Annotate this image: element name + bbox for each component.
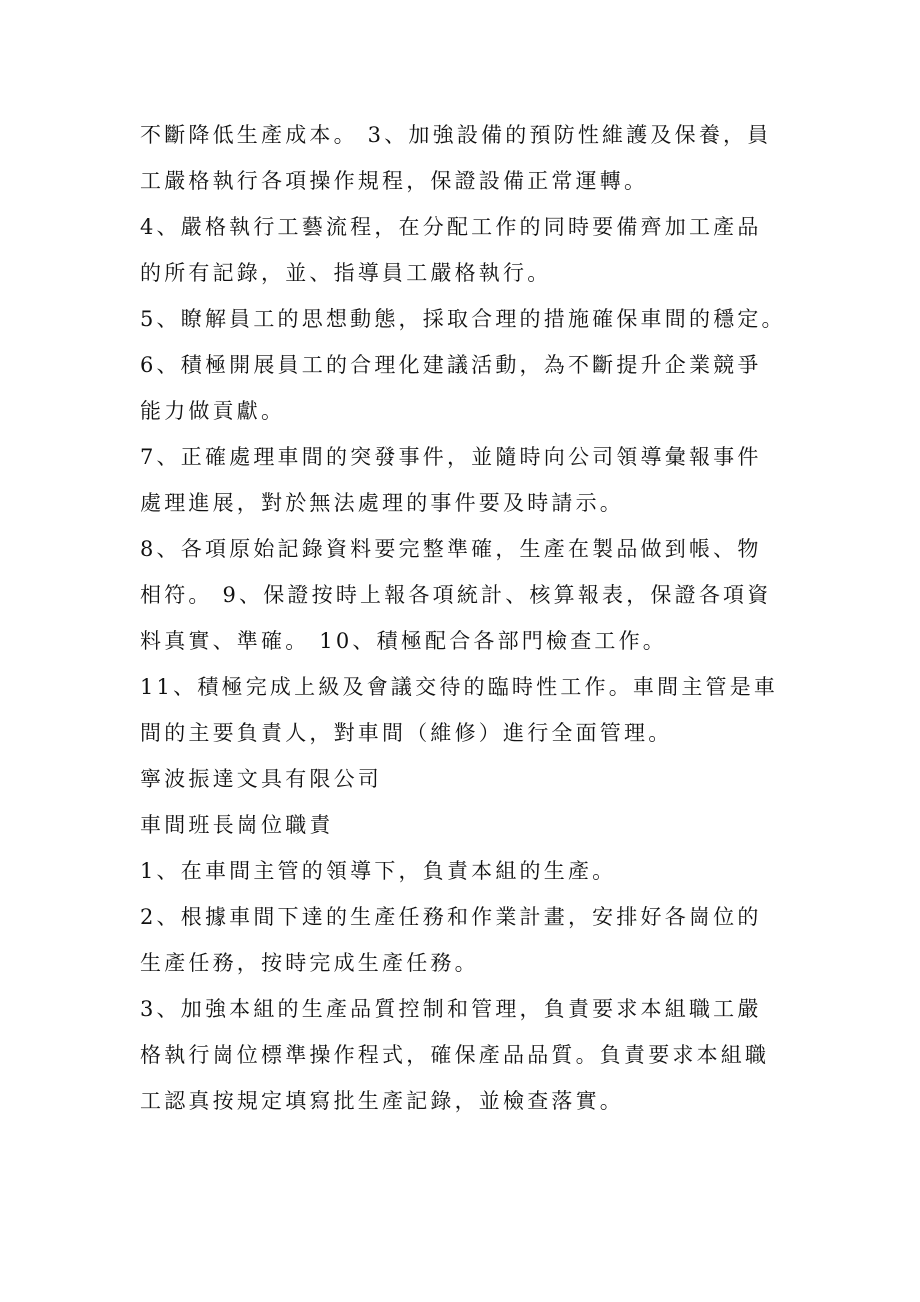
text-line: 11、積極完成上級及會議交待的臨時性工作。車間主管是車 — [140, 675, 779, 699]
text-line: 6、積極開展員工的合理化建議活動，為不斷提升企業競爭 — [140, 353, 762, 377]
text-line: 料真實、準確。 10、積極配合各部門檢查工作。 — [140, 629, 667, 653]
text-line: 處理進展，對於無法處理的事件要及時請示。 — [140, 491, 624, 515]
text-line: 2、根據車間下達的生產任務和作業計畫，安排好各崗位的 — [140, 905, 762, 929]
section-heading: 車間班長崗位職責 — [140, 813, 334, 837]
text-line: 5、瞭解員工的思想動態，採取合理的措施確保車間的穩定。 — [140, 307, 786, 331]
text-line: 間的主要負責人，對車間（維修）進行全面管理。 — [140, 721, 673, 745]
text-line: 工認真按規定填寫批生產記錄，並檢查落實。 — [140, 1089, 624, 1113]
company-name: 寧波振達文具有限公司 — [140, 767, 382, 791]
text-line: 相符。 9、保證按時上報各項統計、核算報表，保證各項資 — [140, 583, 772, 607]
document-body — [140, 112, 790, 1124]
text-line: 3、加強本組的生產品質控制和管理，負責要求本組職工嚴 — [140, 997, 762, 1021]
text-line: 不斷降低生產成本。 3、加強設備的預防性維護及保養，員 — [140, 123, 772, 147]
text-line: 1、在車間主管的領導下，負責本組的生產。 — [140, 859, 617, 883]
text-line: 8、各項原始記錄資料要完整準確，生產在製品做到帳、物 — [140, 537, 762, 561]
text-line: 7、正確處理車間的突發事件，並隨時向公司領導彙報事件 — [140, 445, 762, 469]
text-line: 工嚴格執行各項操作規程，保證設備正常運轉。 — [140, 169, 649, 193]
text-line: 生產任務，按時完成生產任務。 — [140, 951, 479, 975]
text-line: 4、嚴格執行工藝流程，在分配工作的同時要備齊加工產品 — [140, 215, 762, 239]
text-line: 能力做貢獻。 — [140, 399, 286, 423]
text-line: 格執行崗位標準操作程式，確保產品品質。負責要求本組職 — [140, 1043, 770, 1067]
text-line: 的所有記錄，並、指導員工嚴格執行。 — [140, 261, 552, 285]
